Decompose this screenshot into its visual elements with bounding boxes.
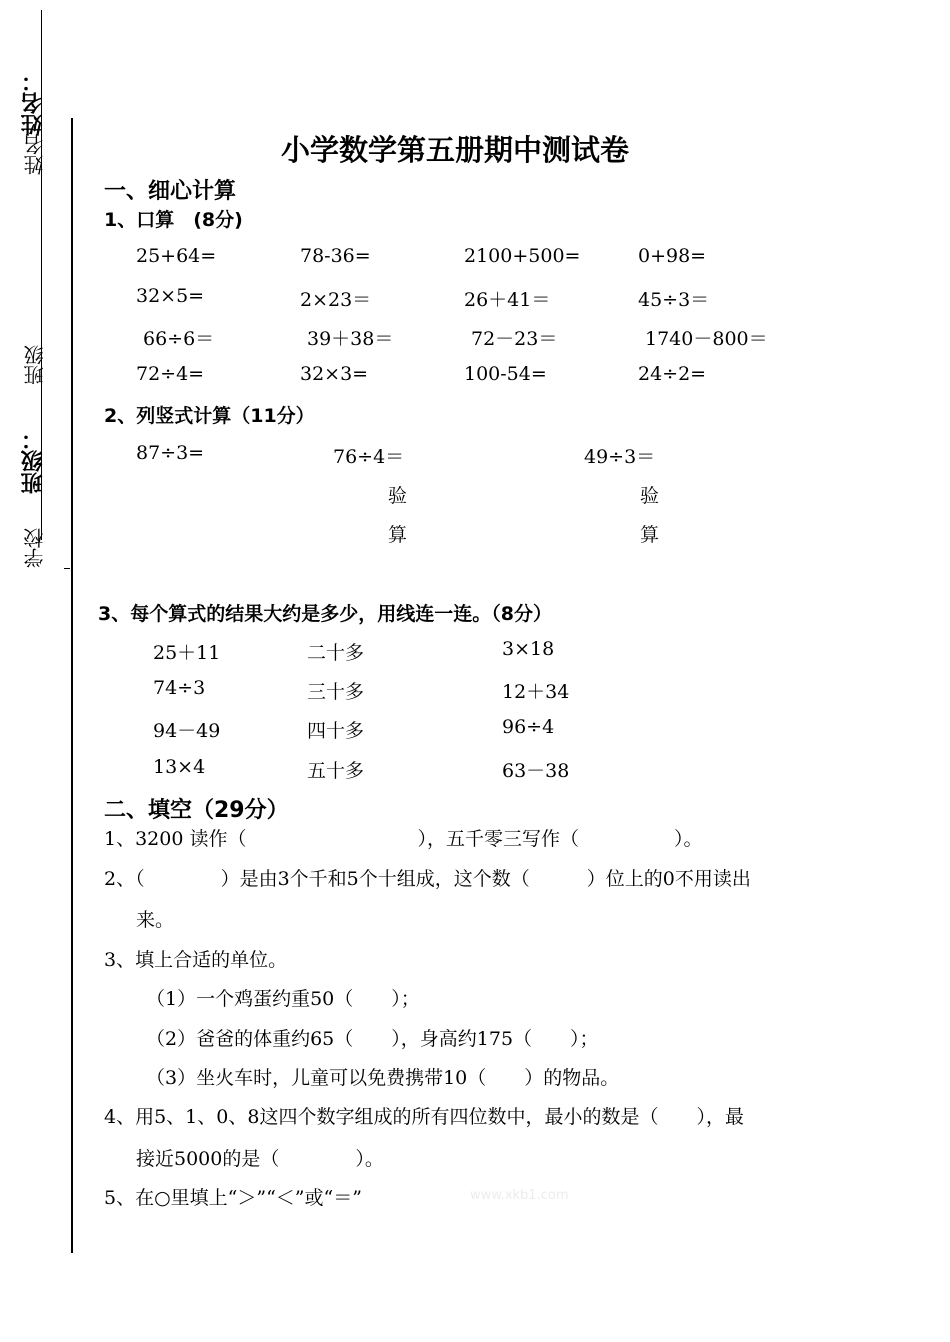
q2-heading: 2、列竖式计算（11分） [104,405,315,427]
q3-r1c2: 二十多 [307,642,365,664]
q1-r4c1: 72÷4= [136,363,205,385]
school-label: 学校 [23,528,47,568]
q1-r4c3: 100-54= [464,363,547,385]
margin-border-line [71,118,73,1253]
q1-r2c2: 2×23＝ [300,289,372,311]
q1-r3c2: 39＋38＝ [307,328,394,350]
q1-r3c3: 72－23＝ [471,328,558,350]
q1-r1c1: 25+64= [136,245,217,267]
q1-r2c4: 45÷3＝ [638,289,710,311]
name-label-bold: 姓名： [21,70,46,136]
q3-r1c1: 25＋11 [153,642,221,664]
q3-r2c1: 74÷3 [153,677,206,699]
fill-line-3: 来。 [136,909,175,931]
q2-check-1a: 验 [388,485,408,507]
fill-line-5: （1）一个鸡蛋约重50（ ）； [146,988,420,1010]
q3-r4c3: 63－38 [502,760,570,782]
q2-item-3: 49÷3＝ [584,446,656,468]
page-title: 小学数学第五册期中测试卷 [281,133,630,167]
q2-check-2b: 算 [640,524,660,546]
fill-line-1: 1、3200 读作（ ），五千零三写作（ ）。 [104,828,703,850]
q3-r2c2: 三十多 [307,681,365,703]
fill-line-10: 5、在○里填上“＞”“＜”或“＝” [104,1187,362,1209]
q2-check-2a: 验 [640,485,660,507]
q1-r3c4: 1740－800＝ [645,328,768,350]
q1-r2c1: 32×5= [136,285,205,307]
class-label-bold: 班级： [21,428,46,494]
margin-tick [64,568,70,569]
q1-r1c3: 2100+500= [464,245,581,267]
q3-heading: 3、每个算式的结果大约是多少，用线连一连。（8分） [98,603,552,625]
q3-r2c3: 12＋34 [502,681,570,703]
q1-r4c2: 32×3= [300,363,369,385]
watermark: www.xkb1.com [470,1188,569,1203]
fill-line-2: 2、（ ）是由3个千和5个十组成，这个数（ ）位上的0不用读出 [104,868,751,890]
q1-r4c4: 24÷2= [638,363,707,385]
class-label: 班级 [23,345,47,385]
q3-r3c3: 96÷4 [502,716,555,738]
q1-r1c4: 0+98= [638,245,707,267]
q2-check-1b: 算 [388,524,408,546]
fill-line-9: 接近5000的是（ ）。 [136,1148,384,1170]
q3-r4c2: 五十多 [307,760,365,782]
q1-r1c2: 78-36= [300,245,371,267]
section2-heading: 二、填空（29分） [104,798,289,823]
fill-line-7: （3）坐火车时，儿童可以免费携带10（ ）的物品。 [146,1067,620,1089]
q2-item-1: 87÷3= [136,442,205,464]
q3-r4c1: 13×4 [153,756,206,778]
q3-r3c2: 四十多 [307,720,365,742]
fill-line-6: （2）爸爸的体重约65（ ），身高约175（ ）； [146,1028,599,1050]
q1-r2c3: 26＋41＝ [464,289,551,311]
q3-r1c3: 3×18 [502,638,555,660]
q1-heading: 1、口算 (8分) [104,209,243,231]
fill-line-8: 4、用5、1、0、8这四个数字组成的所有四位数中，最小的数是（ ），最 [104,1106,744,1128]
name-label: 姓名 [23,135,47,175]
fill-line-4: 3、填上合适的单位。 [104,949,288,971]
section1-heading: 一、细心计算 [104,179,237,204]
q1-r3c1: 66÷6＝ [143,328,215,350]
q2-item-2: 76÷4＝ [333,446,405,468]
q3-r3c1: 94－49 [153,720,221,742]
